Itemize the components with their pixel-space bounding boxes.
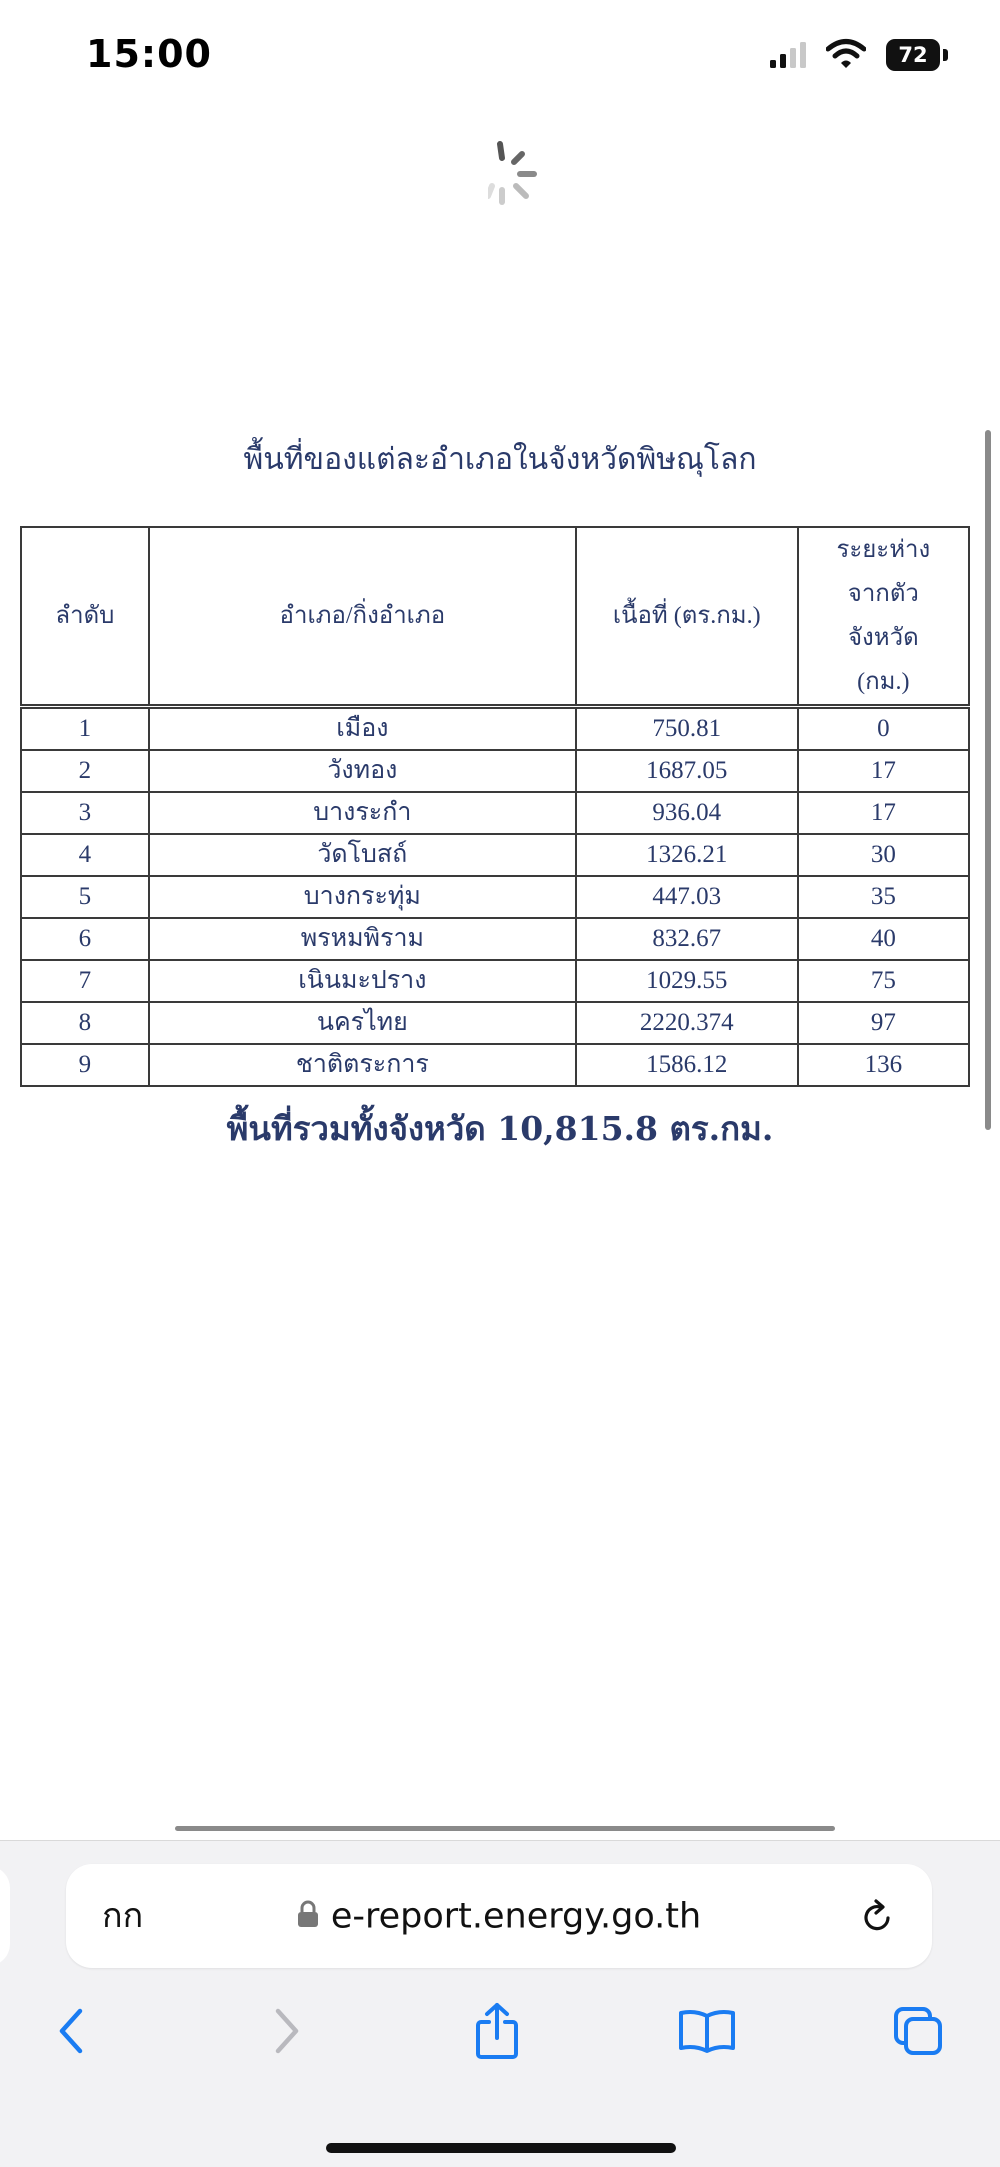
reader-mode-button[interactable]: กก [102, 1896, 144, 1936]
cell-distance: 40 [798, 918, 969, 960]
tabs-icon [892, 2005, 946, 2057]
forward-button[interactable] [252, 1996, 322, 2066]
back-icon [54, 2007, 88, 2055]
cell-distance: 0 [798, 707, 969, 751]
cell-area: 2220.374 [576, 1002, 798, 1044]
cell-area: 1326.21 [576, 834, 798, 876]
share-icon [473, 2002, 521, 2060]
scrollbar[interactable] [985, 430, 991, 1130]
cell-area: 1586.12 [576, 1044, 798, 1086]
table-row [21, 750, 969, 792]
loading-spinner-icon [488, 140, 544, 216]
cell-district: เนินมะปราง [149, 960, 576, 1002]
cell-district: บางกระทุ่ม [149, 876, 576, 918]
header-area: เนื้อที่ (ตร.กม.) [576, 527, 798, 707]
cell-distance: 30 [798, 834, 969, 876]
back-button[interactable] [36, 1996, 106, 2066]
header-distance [798, 527, 969, 707]
header-district: อำเภอ/กิ่งอำเภอ [149, 527, 576, 707]
wifi-icon [826, 38, 866, 70]
cell-district: ชาติตระการ [149, 1044, 576, 1086]
cell-area: 1029.55 [576, 960, 798, 1002]
cell-no: 6 [21, 918, 149, 960]
table-row [21, 876, 969, 918]
signal-icon [770, 42, 810, 68]
reload-icon[interactable] [858, 1898, 896, 1936]
cell-district: วัดโบสถ์ [149, 834, 576, 876]
header-distance-line1: ระยะห่าง [836, 537, 931, 563]
table-row [21, 792, 969, 834]
browser-toolbar [0, 1996, 1000, 2076]
cell-no: 5 [21, 876, 149, 918]
cell-no: 3 [21, 792, 149, 834]
cell-distance: 97 [798, 1002, 969, 1044]
cell-district: นครไทย [149, 1002, 576, 1044]
header-no: ลำดับ [21, 527, 149, 707]
cell-area: 447.03 [576, 876, 798, 918]
battery-icon [886, 39, 948, 71]
table-row [21, 1002, 969, 1044]
previous-tab-peek[interactable] [0, 1866, 10, 1966]
table-header-row [21, 527, 969, 707]
lock-icon [297, 1900, 319, 1928]
cell-area: 1687.05 [576, 750, 798, 792]
province-total-area: พื้นที่รวมทั้งจังหวัด 10,815.8 ตร.กม. [226, 1109, 774, 1148]
url-display[interactable] [66, 1864, 932, 1968]
table-row [21, 918, 969, 960]
header-distance-line2: จากตัว [847, 581, 919, 607]
table-row [21, 960, 969, 1002]
page-title: พื้นที่ของแต่ละอำเภอในจังหวัดพิษณุโลก [243, 442, 757, 477]
cell-distance: 136 [798, 1044, 969, 1086]
battery-level: 72 [886, 39, 940, 71]
share-button[interactable] [462, 1996, 532, 2066]
cell-distance: 35 [798, 876, 969, 918]
cell-no: 4 [21, 834, 149, 876]
status-time: 15:00 [86, 32, 212, 76]
table-row [21, 834, 969, 876]
cell-no: 2 [21, 750, 149, 792]
address-bar[interactable] [66, 1864, 932, 1968]
cell-distance: 17 [798, 792, 969, 834]
cell-no: 9 [21, 1044, 149, 1086]
tabs-button[interactable] [884, 1996, 954, 2066]
cell-district: วังทอง [149, 750, 576, 792]
table-row [21, 1044, 969, 1086]
cell-no: 1 [21, 707, 149, 751]
chrome-divider [175, 1826, 835, 1831]
cell-district: เมือง [149, 707, 576, 751]
cell-area: 750.81 [576, 707, 798, 751]
header-distance-line3: จังหวัด [847, 625, 919, 651]
cell-no: 8 [21, 1002, 149, 1044]
table-row [21, 707, 969, 751]
home-indicator [326, 2143, 676, 2153]
cell-no: 7 [21, 960, 149, 1002]
cell-area: 936.04 [576, 792, 798, 834]
header-distance-line4: (กม.) [857, 669, 910, 695]
cell-district: พรหมพิราม [149, 918, 576, 960]
url-text: e-report.energy.go.th [330, 1896, 702, 1937]
status-bar [0, 0, 1000, 110]
cell-area: 832.67 [576, 918, 798, 960]
cell-district: บางระกำ [149, 792, 576, 834]
bookmarks-icon [677, 2008, 737, 2054]
forward-icon [270, 2007, 304, 2055]
cell-distance: 75 [798, 960, 969, 1002]
cell-distance: 17 [798, 750, 969, 792]
district-table [20, 526, 970, 1087]
bookmarks-button[interactable] [672, 1996, 742, 2066]
